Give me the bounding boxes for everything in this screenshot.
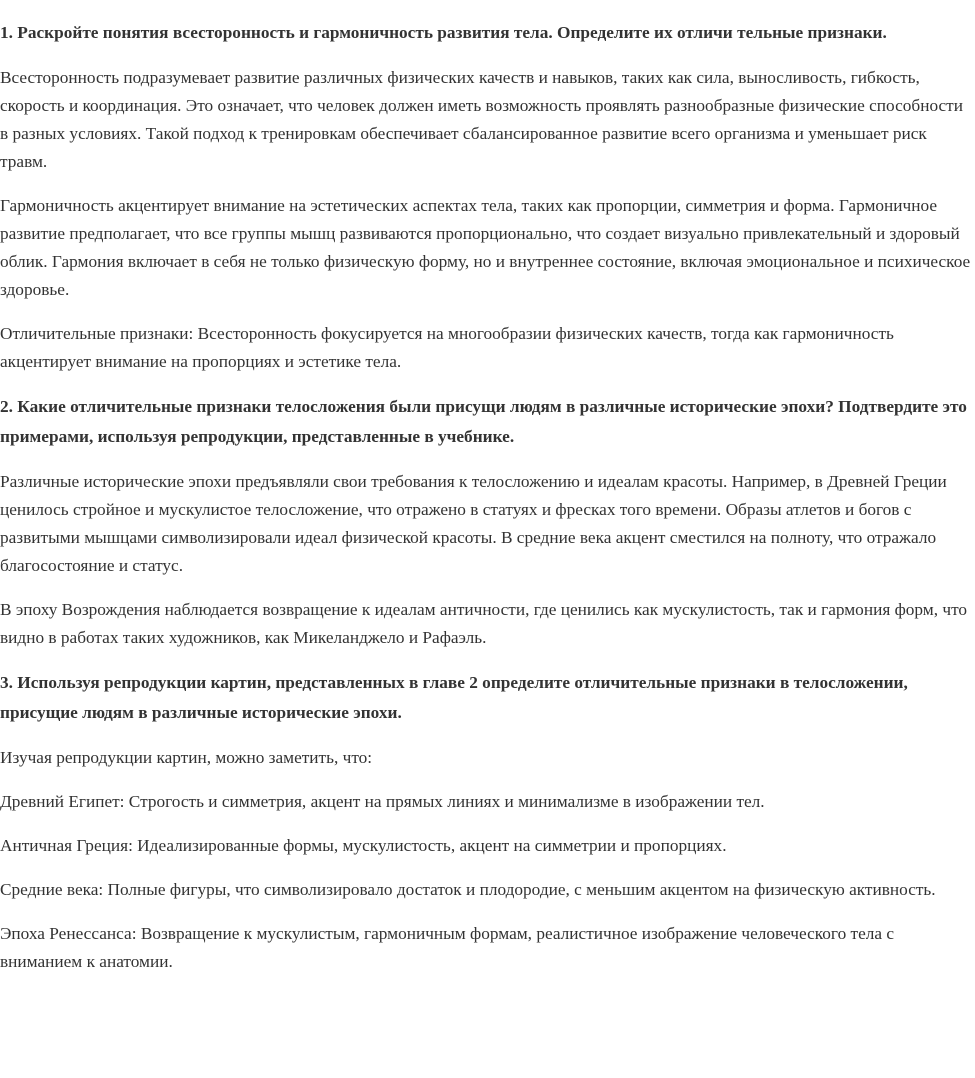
question-heading: 1. Раскройте понятия всесторонность и гармоничность развития тела. Определите их отличи тельные признаки. [0, 23, 887, 42]
answer-paragraph: В эпоху Возрождения наблюдается возвращение к идеалам античности, где ценились как мускулистость, так и гармония форм, что видно в работах таких художников, как Микеланджело и Рафаэль. [0, 600, 968, 647]
answer-paragraph: Различные исторические эпохи предъявляли свои требования к телосложению и идеалам красоты. Например, в Древней Греции ценилось стройное и мускулистое телосложение, что отражено в статуях и фресках того времени. Образы атлетов и богов с развитыми мышцами символизировали идеал физической красоты. В средние века акцент сместился на полноту, что отражало благосостояние и статус. [0, 472, 947, 575]
answer-paragraph: Отличительные признаки: Всесторонность фокусируется на многообразии физических качеств, тогда как гармоничность акцентирует внимание на пропорциях и эстетике тела. [0, 324, 894, 371]
answer-paragraph: Античная Греция: Идеализированные формы, мускулистость, акцент на симметрии и пропорциях. [0, 836, 727, 855]
answer-paragraph: Средние века: Полные фигуры, что символизировало достаток и плодородие, с меньшим акцентом на физическую активность. [0, 880, 936, 899]
question-1 [0, 18, 975, 376]
answer-paragraph: Гармоничность акцентирует внимание на эстетических аспектах тела, таких как пропорции, симметрия и форма. Гармоничное развитие предполагает, что все группы мышц развиваются пропорционально, что создает визуально привлекательный и здоровый облик. Гармония включает в себя не только физическую форму, но и внутреннее состояние, включая эмоциональное и психическое здоровье. [0, 196, 971, 299]
answer-paragraph: Изучая репродукции картин, можно заметить, что: [0, 748, 373, 767]
answer-paragraph: Эпоха Ренессанса: Возвращение к мускулистым, гармоничным формам, реалистичное изображение человеческого тела с вниманием к анатомии. [0, 924, 895, 971]
question-3 [0, 668, 975, 976]
question-2 [0, 392, 975, 652]
question-heading: 3. Используя репродукции картин, представленных в главе 2 определите отличительные признаки в телосложении, присущие людям в различные исторические эпохи. [0, 673, 908, 722]
answer-paragraph: Древний Египет: Строгость и симметрия, акцент на прямых линиях и минимализме в изображении тел. [0, 792, 765, 811]
answer-paragraph: Всесторонность подразумевает развитие различных физических качеств и навыков, таких как сила, выносливость, гибкость, скорость и координация. Это означает, что человек должен иметь возможность проявлять разнообразные физические способности в разных условиях. Такой подход к тренировкам обеспечивает сбалансированное развитие всего организма и уменьшает риск травм. [0, 68, 963, 171]
question-heading: 2. Какие отличительные признаки телосложения были присущи людям в различные исторические эпохи? Подтвердите это примерами, используя репродукции, представленные в учебнике. [0, 397, 967, 446]
